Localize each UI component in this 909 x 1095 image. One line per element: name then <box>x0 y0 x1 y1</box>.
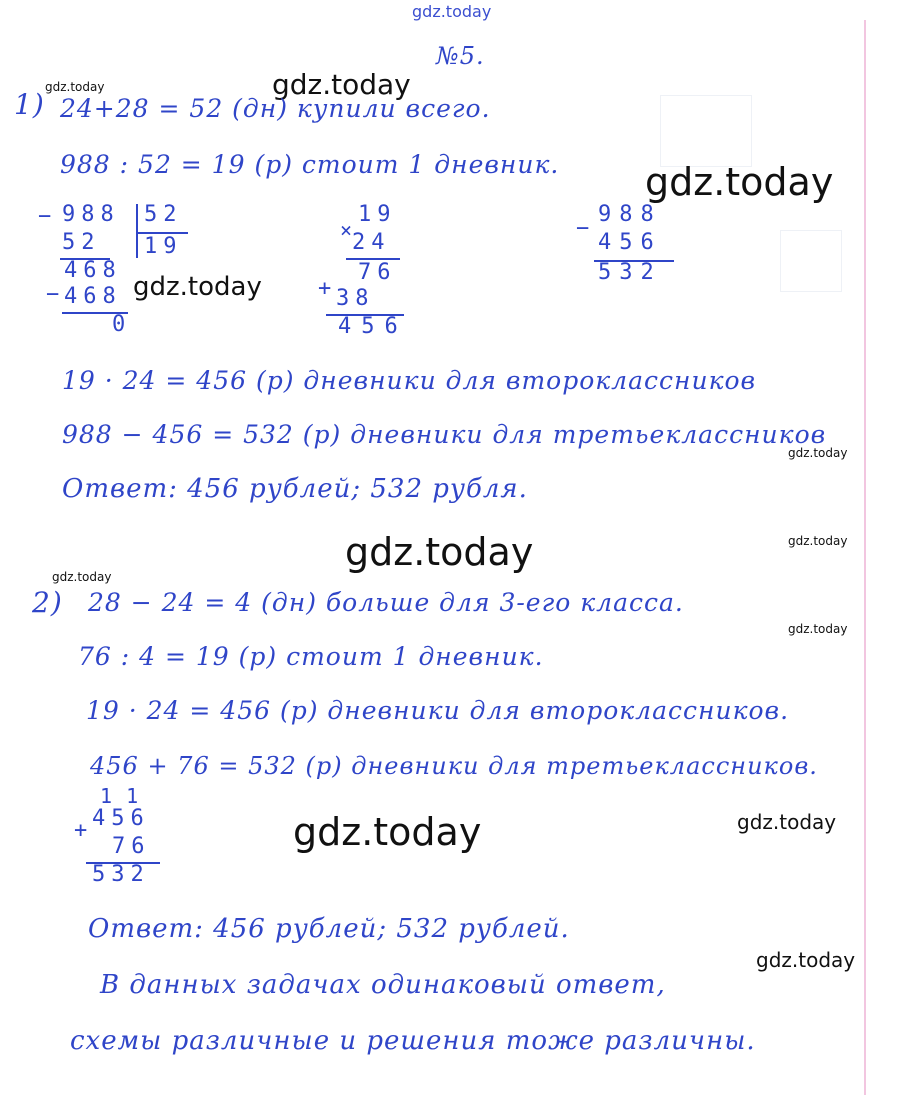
watermark: gdz.today <box>272 68 411 101</box>
part2-line1: 28 − 24 = 4 (дн) больше для 3-его класса. <box>88 588 684 617</box>
mult-p2: 38 <box>336 286 375 311</box>
sub-b: 456 <box>598 230 662 255</box>
watermark: gdz.today <box>788 534 848 548</box>
watermark: gdz.today <box>52 570 112 584</box>
part2-line3: 19 · 24 = 456 (р) дневники для второклассников. <box>86 696 790 725</box>
part1-line1: 24+28 = 52 (дн) купили всего. <box>60 94 491 123</box>
watermark: gdz.today <box>45 80 105 94</box>
watermark-top: gdz.today <box>412 2 492 21</box>
conclusion-line2: схемы различные и решения тоже различны. <box>70 1026 756 1056</box>
add-a: 456 <box>92 806 150 831</box>
sub-a: 988 <box>598 202 662 227</box>
watermark: gdz.today <box>293 810 482 854</box>
add-carry: 1 1 <box>100 784 140 808</box>
part2-line2: 76 : 4 = 19 (р) стоит 1 дневник. <box>78 642 544 671</box>
part2-line4: 456 + 76 = 532 (р) дневники для третьеклассников. <box>90 752 818 780</box>
part1-line3: 19 · 24 = 456 (р) дневники для второклассников <box>62 366 757 395</box>
division-dividend: 988 <box>62 202 120 227</box>
part1-line2: 988 : 52 = 19 (р) стоит 1 дневник. <box>60 150 560 179</box>
part2-answer: Ответ: 456 рублей; 532 рублей. <box>88 914 570 944</box>
division-rem1: 468 <box>64 258 122 283</box>
watermark: gdz.today <box>756 948 856 972</box>
watermark: gdz.today <box>788 446 848 460</box>
margin-line <box>864 20 866 1095</box>
part2-marker: 2) <box>32 586 63 619</box>
division-sub2: 468 <box>64 284 122 309</box>
division-sub1: 52 <box>62 230 101 255</box>
part1-line4: 988 − 456 = 532 (р) дневники для третьеклассников <box>62 420 827 449</box>
watermark: gdz.today <box>645 160 834 204</box>
division-divisor: 52 <box>144 202 183 227</box>
watermark: gdz.today <box>737 810 837 834</box>
mult-result: 456 <box>338 314 408 339</box>
add-result: 532 <box>92 862 150 887</box>
watermark: gdz.today <box>133 272 262 302</box>
division-quotient: 19 <box>144 234 183 259</box>
mult-b: 24 <box>352 230 391 255</box>
mult-p1: 76 <box>358 260 397 285</box>
notebook-page: gdz.today gdz.today gdz.today gdz.today gdz.today gdz.today gdz.today gdz.today gdz.today gdz.today gdz.today gdz.today gdz.today №5. 1) 24+28 = 52 (дн) купили всего. 988 : 52 = 19 (р) стоит 1 дневник. − 988 52 19 52 468 − 468 0 × 19 24 76 + 38 456 − 988 456 532 19 · 24 = 456 (р) дневники для второклассников 988 − 456 = 532 (р) дневники для третьеклассников Ответ: 456 рублей; 532 рубля. 2) 28 − 24 = 4 (дн) больше для 3-его класса. 76 : 4 = 19 (р) стоит 1 дневник. 19 · 24 = 456 (р) дневники для второклассников. 456 + 76 = 532 (р) дневники для третьеклассников. 1 1 + 456 76 532 Ответ: 456 рублей; 532 рублей. В данных задачах одинаковый ответ, схемы различные и решения тоже различны. <box>0 0 909 1095</box>
watermark: gdz.today <box>788 622 848 636</box>
part1-marker: 1) <box>14 88 45 121</box>
grid-smudge <box>660 95 752 167</box>
conclusion-line1: В данных задачах одинаковый ответ, <box>100 970 666 1000</box>
sub-result: 532 <box>598 260 662 285</box>
task-number: №5. <box>436 42 485 70</box>
part1-answer: Ответ: 456 рублей; 532 рубля. <box>62 474 528 504</box>
division-rem2: 0 <box>112 312 127 337</box>
add-b: 76 <box>112 834 151 859</box>
mult-a: 19 <box>358 202 397 227</box>
watermark: gdz.today <box>345 530 534 574</box>
grid-smudge <box>780 230 842 292</box>
